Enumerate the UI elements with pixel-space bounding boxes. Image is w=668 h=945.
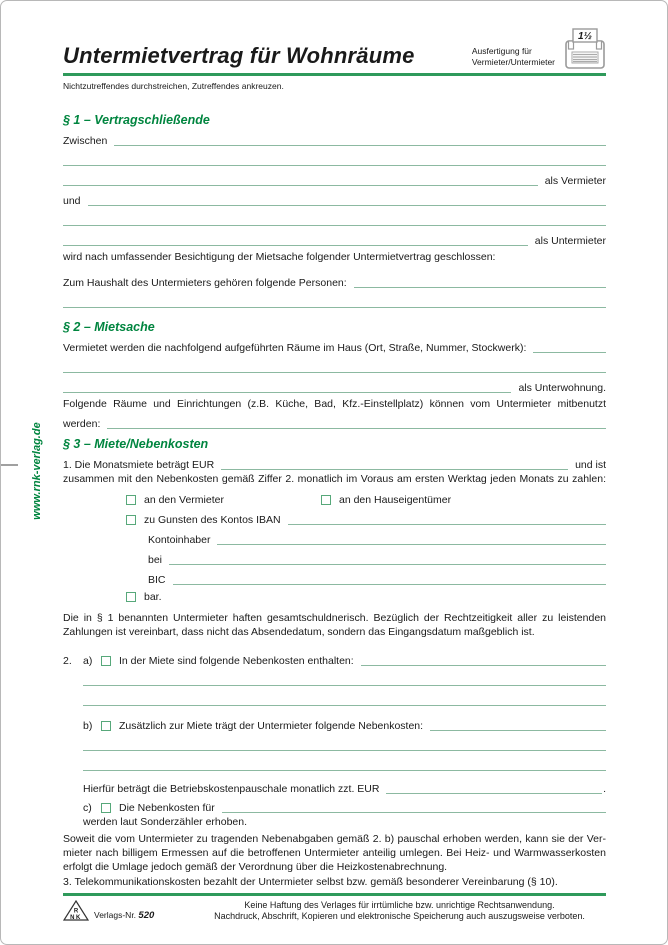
haus-line-1[interactable]: [533, 352, 606, 353]
checkbox-2b[interactable]: [101, 721, 111, 731]
payment-option-bar: [126, 587, 606, 604]
bic-label: BIC: [148, 574, 166, 586]
und-label: und: [63, 195, 81, 207]
als-untermieter-label: als Untermieter: [534, 235, 606, 247]
pauschale-period: .: [603, 783, 606, 795]
monatsmiete-eur-line[interactable]: [221, 469, 568, 470]
publisher-block: [63, 900, 213, 921]
section-2-heading: § 2 – Mietsache: [63, 320, 155, 334]
form-row: [83, 753, 606, 773]
checkbox-iban[interactable]: [126, 515, 136, 525]
nebenkosten-sonderzaehler-line[interactable]: [222, 812, 606, 813]
telekom-text: 3. Telekommunikationskosten bezahlt der Untermieter selbst bzw. gemäß besonderer Vereinbarung (§ 10).: [63, 876, 558, 888]
form-row: [148, 547, 606, 567]
form-row: [63, 188, 606, 208]
joint-liability-line-1: Die in § 1 benannten Untermieter haften gesamtschuldnerisch. Bezüglich der Rechtzeitigkeit aller zu leistenden: [63, 612, 606, 624]
bei-line[interactable]: [169, 564, 606, 565]
form-row: [63, 168, 606, 188]
umlage-line-1: Soweit die vom Untermieter zu tragenden Nebenabgaben gemäß 2. b) pauschal erhoben werden, kann sie der Ver-: [63, 833, 606, 845]
payment-target-row: [126, 492, 606, 507]
checkbox-an-den-vermieter[interactable]: [126, 495, 136, 505]
betriebskostenpauschale-label: Hierfür beträgt die Betriebskostenpauschale monatlich zzt. EUR: [83, 783, 380, 795]
vermieter-name-line-3[interactable]: [63, 185, 538, 186]
form-row: [126, 507, 606, 527]
instruction-note: Nichtzutreffendes durchstreichen, Zutreffendes ankreuzen.: [63, 81, 284, 91]
form-row: [63, 290, 606, 310]
payment-option-hauseigentuemer: [321, 493, 451, 507]
form-row: [83, 688, 606, 708]
als-unterwohnung-label: als Unterwohnung.: [518, 382, 606, 394]
verlags-nr: Verlags-Nr. 520: [94, 909, 155, 921]
form-row: [83, 713, 606, 733]
item-2c-letter: c): [83, 802, 92, 814]
verlags-nr-value: 520: [138, 909, 155, 921]
item-2a-letter: a): [83, 655, 93, 667]
form-row: [83, 733, 606, 753]
haus-line-2[interactable]: [63, 372, 606, 373]
zwischen-label: Zwischen: [63, 135, 108, 147]
bei-label: bei: [148, 554, 163, 566]
form-row: [83, 668, 606, 688]
item-2b-letter: b): [83, 720, 93, 732]
fold-mark: [1, 464, 18, 466]
footer-rule: [63, 893, 606, 896]
rnk-logo: [63, 900, 89, 921]
form-row: [148, 527, 606, 547]
nebenkosten-enthalten-line-3[interactable]: [83, 705, 606, 706]
als-vermieter-label: als Vermieter: [544, 175, 606, 187]
form-row: [148, 567, 606, 587]
umlage-line-2: mieter nach billigem Ermessen auf die betroffenen Untermieter anteilig umlegen. Bei Heiz- und Warmwasserkosten: [63, 847, 606, 859]
copy-for-label: Ausfertigung für Vermieter/Untermieter: [471, 46, 555, 67]
footer: [63, 900, 606, 923]
payment-option-vermieter: [126, 493, 321, 507]
disclaimer-line-1: Keine Haftung des Verlages für irrtümliche bzw. unrichtige Rechtsanwendung.: [244, 899, 555, 910]
title-rule: [63, 73, 606, 76]
section-3-heading: § 3 – Miete/Nebenkosten: [63, 437, 209, 451]
carbon-copy-set-icon: [564, 28, 606, 70]
form-row: [63, 228, 606, 248]
form-row: [63, 208, 606, 228]
form-row: [63, 648, 606, 668]
contract-closing-text: wird nach umfassender Besichtigung der Mietsache folgender Untermietvertrag geschlossen:: [63, 251, 496, 263]
monatsmiete-label: 1. Die Monatsmiete beträgt EUR: [63, 459, 215, 471]
nebenkosten-enthalten-line-2[interactable]: [83, 685, 606, 686]
copy-count-label: 1½: [578, 31, 592, 42]
disclaimer-line-2: Nachdruck, Abschrift, Kopieren und elektronische Speicherung auch auszugsweise verboten.: [214, 911, 585, 921]
untermieter-name-line-1[interactable]: [88, 205, 606, 206]
untermieter-name-line-2[interactable]: [63, 225, 606, 226]
form-row: [63, 335, 606, 355]
mitbenutzung-text: Folgende Räume und Einrichtungen (z.B. Küche, Bad, Kfz.-Einstellplatz) können vom Untermieter mitbenutzt: [63, 398, 606, 410]
vermieter-name-line-1[interactable]: [114, 145, 606, 146]
household-persons-line-2[interactable]: [63, 307, 606, 308]
section-1-heading: § 1 – Vertragschließende: [63, 113, 210, 127]
checkbox-an-den-hauseigentuemer[interactable]: [321, 495, 331, 505]
nebenkosten-enthalten-label: In der Miete sind folgende Nebenkosten enthalten:: [119, 655, 354, 667]
form-row: [63, 128, 606, 148]
sonderzaehler-text: werden laut Sonderzähler erhoben.: [83, 816, 248, 828]
checkbox-2c[interactable]: [101, 803, 111, 813]
zahlungsweise-text: zusammen mit den Nebenkosten gemäß Ziffer 2. monatlich im Voraus am ersten Werktag jeden Monats zu zahlen:: [63, 473, 606, 485]
form-row: [83, 796, 606, 815]
werden-label: werden:: [63, 418, 101, 430]
page-title: Untermietvertrag für Wohnräume: [63, 43, 415, 68]
form-row: [63, 148, 606, 168]
iban-label: zu Gunsten des Kontos IBAN: [144, 514, 281, 526]
form-row: [83, 776, 606, 796]
header: [63, 31, 606, 69]
checkbox-2a[interactable]: [101, 656, 111, 666]
form-row: [63, 355, 606, 375]
joint-liability-line-2: Zahlungen ist vereinbart, dass nicht das Absendedatum, sondern das Eingangsdatum maßgeblich ist.: [63, 626, 535, 638]
form-row: [63, 270, 606, 290]
bar-label: bar.: [144, 591, 162, 603]
iban-line[interactable]: [288, 524, 606, 525]
form-row: [63, 452, 606, 472]
kontoinhaber-line[interactable]: [217, 544, 606, 545]
mitbenutzung-line[interactable]: [107, 428, 606, 429]
nebenkosten-zusaetzlich-line-1[interactable]: [430, 730, 606, 731]
nebenkosten-zusaetzlich-line-3[interactable]: [83, 770, 606, 771]
rnk-logo-nk: NK: [70, 914, 82, 921]
checkbox-bar[interactable]: [126, 592, 136, 602]
nebenkosten-fuer-label: Die Nebenkosten für: [119, 802, 215, 814]
umlage-line-3: erfolgt die Umlage jedoch gemäß der Verordnung über die Heizkostenabrechnung.: [63, 861, 448, 873]
copy-info: [472, 28, 606, 69]
rnk-logo-r: R: [73, 908, 79, 914]
nebenkosten-enthalten-line-1[interactable]: [361, 665, 606, 666]
nebenkosten-zusaetzlich-line-2[interactable]: [83, 750, 606, 751]
an-den-hauseigentuemer-label: an den Hauseigentümer: [339, 494, 452, 506]
disclaimer: [213, 900, 606, 923]
household-label: Zum Haushalt des Untermieters gehören folgende Personen:: [63, 277, 347, 289]
household-persons-line-1[interactable]: [354, 287, 606, 288]
an-den-vermieter-label: an den Vermieter: [144, 494, 224, 506]
haus-line-3[interactable]: [63, 392, 511, 393]
kontoinhaber-label: Kontoinhaber: [148, 534, 211, 546]
form-row: [63, 411, 606, 431]
vermieter-name-line-2[interactable]: [63, 165, 606, 166]
vermietet-label: Vermietet werden die nachfolgend aufgeführten Räume im Haus (Ort, Straße, Nummer, Stockwerk):: [63, 342, 527, 354]
betriebskostenpauschale-eur-line[interactable]: [386, 793, 602, 794]
und-ist-label: und ist: [575, 459, 606, 471]
nebenkosten-zusaetzlich-label: Zusätzlich zur Miete trägt der Untermieter folgende Nebenkosten:: [119, 720, 424, 732]
publisher-url-vertical: www.rnk-verlag.de: [31, 422, 43, 520]
item-2-number: 2.: [63, 655, 72, 667]
form-row: [63, 375, 606, 395]
untermieter-name-line-3[interactable]: [63, 245, 528, 246]
bic-line[interactable]: [173, 584, 606, 585]
